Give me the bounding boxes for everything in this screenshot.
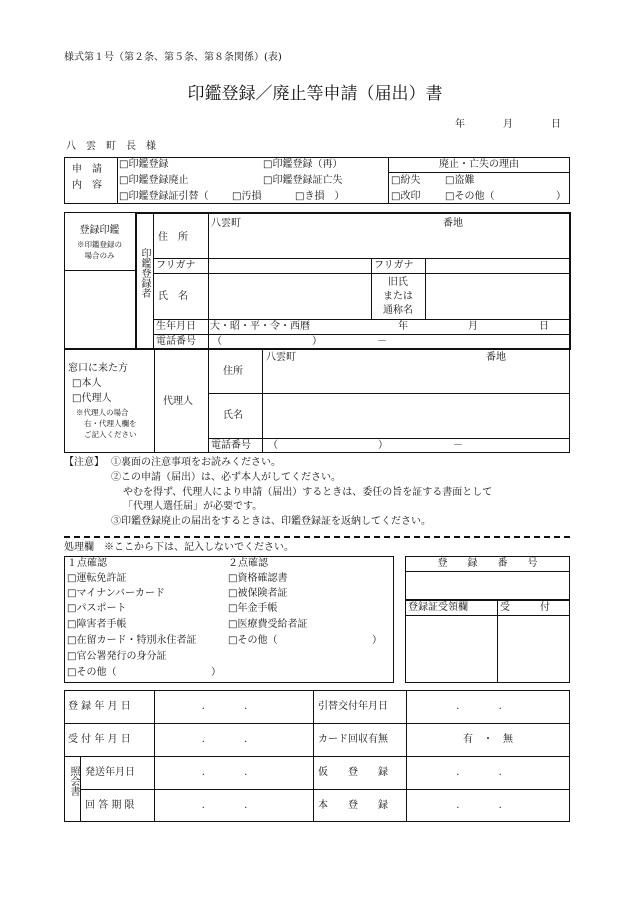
content-label-1: 申 請 xyxy=(72,164,102,175)
checkbox-seal-register[interactable]: □印鑑登録 xyxy=(119,159,169,170)
receipt-received-label: 受 付 xyxy=(500,602,550,613)
checkbox-seal-reregister[interactable]: □印鑑登録（再） xyxy=(263,159,343,170)
agent-note-1: ※代理人の場合 xyxy=(76,408,129,417)
registry-value-reg-date[interactable]: . . xyxy=(201,701,266,712)
checkbox-medical-cert[interactable]: □医療費受給者証 xyxy=(228,619,308,630)
registry-label-replace-date: 引替交付年月日 xyxy=(318,701,388,712)
registry-label-accept-date: 受 付 年 月 日 xyxy=(68,734,131,745)
dob-label: 生年月日 xyxy=(156,321,196,332)
page-title: 印鑑登録／廃止等申請（届出）書 xyxy=(187,84,443,104)
checkbox-gov-id[interactable]: □官公署発行の身分証 xyxy=(67,651,167,662)
reason-title: 廃止・亡失の理由 xyxy=(439,159,519,170)
seal-note-1: ※印鑑登録の xyxy=(77,240,122,249)
dob-month: 月 xyxy=(468,321,478,332)
addressee: 八 雲 町 長 様 xyxy=(66,141,156,152)
old-name-label-2: または xyxy=(383,291,413,302)
phone-label: 電話番号 xyxy=(156,336,196,347)
registry-value-send-date[interactable]: . . xyxy=(201,767,266,778)
furigana-label-2: フリガナ xyxy=(374,260,414,271)
registry-value-card-collect[interactable]: 有 ・ 無 xyxy=(463,734,513,745)
agent-name-input[interactable] xyxy=(264,395,568,437)
checkbox-reason-other[interactable]: □その他（ xyxy=(445,191,495,202)
agent-address-label: 住所 xyxy=(223,366,243,377)
registry-value-reply-deadline[interactable]: . . xyxy=(201,800,266,811)
one-point-title: １点確認 xyxy=(67,558,107,569)
agent-phone-input[interactable]: （ ） － xyxy=(268,440,463,451)
address-input[interactable] xyxy=(210,230,568,257)
name-input[interactable] xyxy=(210,274,370,318)
registry-label-card-collect: カード回収有無 xyxy=(318,734,388,745)
two-point-title: ２点確認 xyxy=(228,558,268,569)
note-2: ②この申請（届出）は、必ず本人がしてください。 xyxy=(111,472,341,483)
checkbox-soiled[interactable]: □汚損 xyxy=(232,191,262,202)
one-other-close: ） xyxy=(211,667,221,678)
cut-line xyxy=(64,536,570,538)
agent-name-label: 氏名 xyxy=(223,410,243,421)
checkbox-reason-theft[interactable]: □盗難 xyxy=(445,175,475,186)
checkbox-two-other[interactable]: □その他（ xyxy=(228,635,278,646)
note-2-detail-2: 「代理人選任届」が必要です。 xyxy=(123,501,263,512)
form-number: 様式第１号（第２条、第５条、第８条関係）(表) xyxy=(64,52,282,63)
checkbox-mynumber-card[interactable]: □マイナンバーカード xyxy=(67,588,165,599)
agent-label: 代理人 xyxy=(163,396,193,407)
address-town: 八雲町 xyxy=(211,218,241,229)
checkbox-seal-abolish[interactable]: □印鑑登録廃止 xyxy=(119,175,189,186)
visitor-title: 窓口に来た方 xyxy=(68,363,128,374)
two-other-close: ） xyxy=(372,635,382,646)
checkbox-residence-card[interactable]: □在留カード・特別永住者証 xyxy=(67,635,197,646)
checkbox-passport[interactable]: □パスポート xyxy=(67,603,127,614)
reg-number-label: 登 録 番 号 xyxy=(437,558,538,569)
old-name-label-1: 旧氏 xyxy=(388,277,408,288)
date-day-label: 日 xyxy=(551,119,561,130)
checkbox-disability-card[interactable]: □障害者手帳 xyxy=(67,619,127,630)
phone-input[interactable]: （ ） － xyxy=(212,336,387,347)
date-month-label: 月 xyxy=(503,119,513,130)
agent-address-town: 八雲町 xyxy=(266,352,296,363)
old-name-label-3: 通称名 xyxy=(383,305,413,316)
registry-label-reply-deadline: 回 答 期 限 xyxy=(85,800,135,811)
agent-phone-label: 電話番号 xyxy=(211,440,251,451)
checkbox-reason-seal-change[interactable]: □改印 xyxy=(391,191,421,202)
registry-label-reg-date: 登 録 年 月 日 xyxy=(68,701,131,712)
checkbox-one-other[interactable]: □その他（ xyxy=(67,667,117,678)
name-label: 氏 名 xyxy=(158,291,188,302)
checkbox-pension-book[interactable]: □年金手帳 xyxy=(228,603,278,614)
inquiry-side-label: 照会書 xyxy=(68,766,79,796)
checkbox-visitor-proxy[interactable]: □代理人 xyxy=(72,393,112,404)
date-year-label: 年 xyxy=(455,119,465,130)
reason-other-close: ） xyxy=(556,191,566,202)
agent-address-suffix: 番地 xyxy=(486,352,506,363)
checkbox-insured-card[interactable]: □被保険者証 xyxy=(228,588,288,599)
agent-note-3: ご記入ください xyxy=(84,430,137,439)
note-3: ③印鑑登録廃止の届出をするときは、印鑑登録証を返納してください。 xyxy=(111,516,431,527)
registry-value-accept-date[interactable]: . . xyxy=(201,734,266,745)
dob-eras[interactable]: 大・昭・平・令・西暦 xyxy=(210,321,310,332)
address-suffix: 番地 xyxy=(443,218,463,229)
checkbox-qualification-cert[interactable]: □資格確認書 xyxy=(228,573,288,584)
seal-label: 登録印鑑 xyxy=(79,225,120,236)
registry-value-provisional[interactable]: . . xyxy=(456,767,520,778)
furigana-label: フリガナ xyxy=(156,260,196,271)
note-1: ①裏面の注意事項をお読みください。 xyxy=(111,457,281,468)
checkbox-card-lost[interactable]: □印鑑登録証亡失 xyxy=(263,175,343,186)
checkbox-visitor-self[interactable]: □本人 xyxy=(72,378,102,389)
notes-lead: 【注意】 xyxy=(64,457,104,468)
checkbox-damaged[interactable]: □き損 ） xyxy=(295,191,345,202)
checkbox-card-replace[interactable]: □印鑑登録証引替（ xyxy=(119,191,209,202)
office-heading: 処理欄 ※ここから下は、記入しないでください。 xyxy=(64,542,294,553)
registry-label-final: 本 登 録 xyxy=(318,800,388,811)
furigana-input[interactable] xyxy=(210,259,370,272)
seal-impression-area[interactable] xyxy=(66,272,133,347)
registrant-side-label: 印鑑登録者 xyxy=(139,248,150,298)
old-name-input[interactable] xyxy=(426,274,568,318)
registry-value-final[interactable]: . . xyxy=(456,800,520,811)
note-2-detail: やむを得ず、代理人により申請（届出）するときは、委任の旨を証する書面として xyxy=(123,487,493,498)
checkbox-drivers-license[interactable]: □運転免許証 xyxy=(67,573,127,584)
seal-note-2: 場合のみ xyxy=(84,251,115,260)
registry-label-send-date: 発送年月日 xyxy=(85,767,135,778)
receipt-label: 登録証受領欄 xyxy=(408,602,468,613)
dob-day: 日 xyxy=(539,321,549,332)
agent-address-input[interactable] xyxy=(264,366,568,392)
registry-label-provisional: 仮 登 録 xyxy=(318,767,388,778)
registry-value-replace-date[interactable]: . . xyxy=(456,701,520,712)
agent-note-2: 右・代理人欄を xyxy=(84,419,137,428)
address-label: 住 所 xyxy=(158,232,188,243)
dob-year: 年 xyxy=(398,321,408,332)
checkbox-reason-lost[interactable]: □紛失 xyxy=(391,175,421,186)
content-label-2: 内 容 xyxy=(72,180,102,191)
